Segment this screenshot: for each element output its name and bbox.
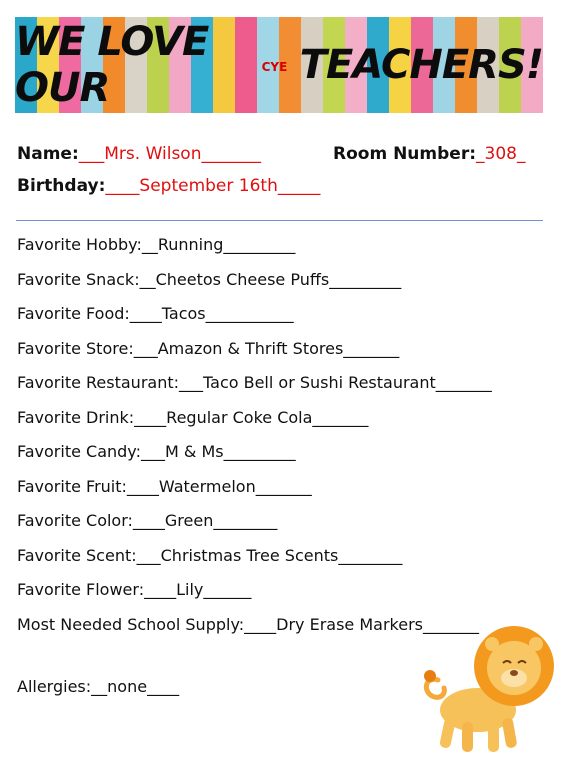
birthday-line xyxy=(17,176,320,196)
section-divider xyxy=(16,220,543,221)
name-label: Name: xyxy=(17,144,79,164)
favorite-item: Favorite Color:____Green________ xyxy=(17,511,278,530)
favorite-item: Favorite Food:____Tacos___________ xyxy=(17,304,294,323)
room-number-line xyxy=(333,144,525,164)
name-line xyxy=(17,144,261,164)
birthday-value: ____September 16th_____ xyxy=(105,176,321,196)
favorite-item: Favorite Drink:____Regular Coke Cola_______ xyxy=(17,407,369,427)
birthday-label: Birthday: xyxy=(17,176,106,196)
favorite-item: Favorite Snack:__Cheetos Cheese Puffs_________ xyxy=(17,269,402,289)
favorite-item: Favorite Scent:___Christmas Tree Scents________ xyxy=(17,545,403,565)
apple-logo-icon xyxy=(245,41,287,93)
header-banner xyxy=(15,17,543,113)
room-number-value: _308_ xyxy=(476,144,526,164)
allergies-line: Allergies:__none____ xyxy=(17,677,180,696)
favorite-item: Favorite Flower:____Lily______ xyxy=(17,580,252,599)
banner-title-right: TEACHERS! xyxy=(299,42,543,88)
favorite-item: Favorite Hobby:__Running_________ xyxy=(17,235,296,254)
favorite-item: Favorite Restaurant:___Taco Bell or Sushi Restaurant_______ xyxy=(17,373,492,392)
favorite-item: Favorite Candy:___M & Ms_________ xyxy=(17,442,296,461)
favorite-item: Most Needed School Supply:____Dry Erase Markers_______ xyxy=(17,614,479,634)
apple-logo-text: CYE xyxy=(261,60,288,74)
lion-mascot-icon xyxy=(418,618,558,756)
favorite-item: Favorite Fruit:____Watermelon_______ xyxy=(17,476,312,496)
room-number-label: Room Number: xyxy=(333,144,477,164)
favorite-item: Favorite Store:___Amazon & Thrift Stores_______ xyxy=(17,338,400,358)
banner-title xyxy=(15,17,543,113)
banner-title-left: WE LOVE OUR xyxy=(15,19,209,111)
name-value: ___Mrs. Wilson_______ xyxy=(78,144,261,164)
